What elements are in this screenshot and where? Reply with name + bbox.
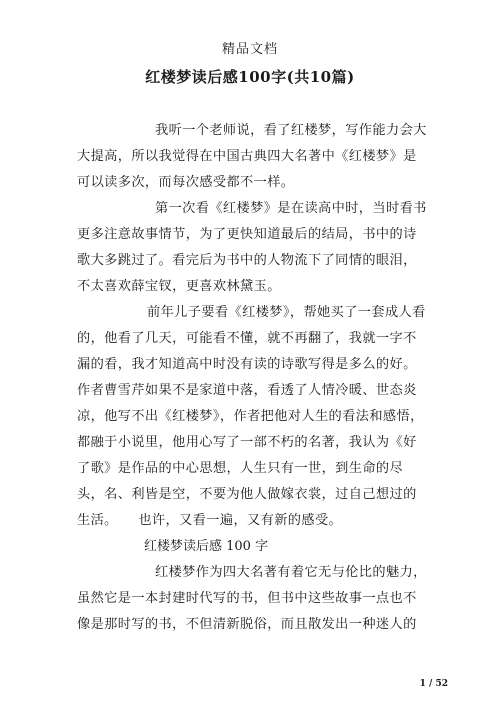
paragraph-line: 了歌》是作品的中心思想，人生只有一世，到生命的尽 [77, 461, 404, 476]
paragraph-line: 前年儿子要看《红楼梦》，帮她买了一套成人看 [147, 305, 426, 320]
paragraph-line: 作者曹雪芹如果不是家道中落，看透了人情冷暖、世态炎 [77, 383, 417, 398]
paragraph-line: 生活。 也许，又看一遍，又有新的感受。 [77, 513, 343, 528]
paragraph-line: 漏的看，我才知道高中时没有读的诗歌写得是多么的好。 [77, 357, 417, 372]
paragraph-line: 我听一个老师说，看了红楼梦，写作能力会大 [155, 123, 427, 138]
paragraph-line: 虽然它是一本封建时代写的书，但书中这些故事一点也不 [77, 591, 417, 606]
paragraph-line: 歌大多跳过了。看完后为书中的人物流下了同情的眼泪， [77, 253, 417, 268]
paragraph-line: 不太喜欢薛宝钗，更喜欢林黛玉。 [77, 279, 281, 294]
paragraph-line: 的，他看了几天，可能看不懂，就不再翻了，我就一字不 [77, 331, 417, 346]
paragraph-line: 头，名、利皆是空，不要为他人做嫁衣裳，过自己想过的 [77, 487, 417, 502]
paragraph-line: 都融于小说里，他用心写了一部不朽的名著，我认为《好 [77, 435, 417, 450]
document-title: 红楼梦读后感100字(共10篇) [145, 68, 355, 86]
paragraph-line: 像是那时写的书，不但清新脱俗，而且散发出一种迷人的 [77, 617, 417, 632]
paragraph-line: 可以读多次，而每次感受都不一样。 [77, 175, 295, 190]
paragraph-line: 第一次看《红楼梦》是在读高中时，当时看书 [155, 201, 427, 216]
document-header: 精品文档 [221, 42, 278, 57]
paragraph-line: 大提高，所以我觉得在中国古典四大名著中《红楼梦》是 [77, 149, 417, 164]
section-subheading: 红楼梦读后感 100 字 [144, 539, 269, 554]
page-number: 1 / 52 [419, 679, 448, 689]
paragraph-line: 更多注意故事情节，为了更快知道最后的结局，书中的诗 [77, 227, 417, 242]
paragraph-line: 红楼梦作为四大名著有着它无与伦比的魅力， [155, 565, 427, 580]
paragraph-line: 凉，他写不出《红楼梦》，作者把他对人生的看法和感悟， [77, 409, 424, 424]
